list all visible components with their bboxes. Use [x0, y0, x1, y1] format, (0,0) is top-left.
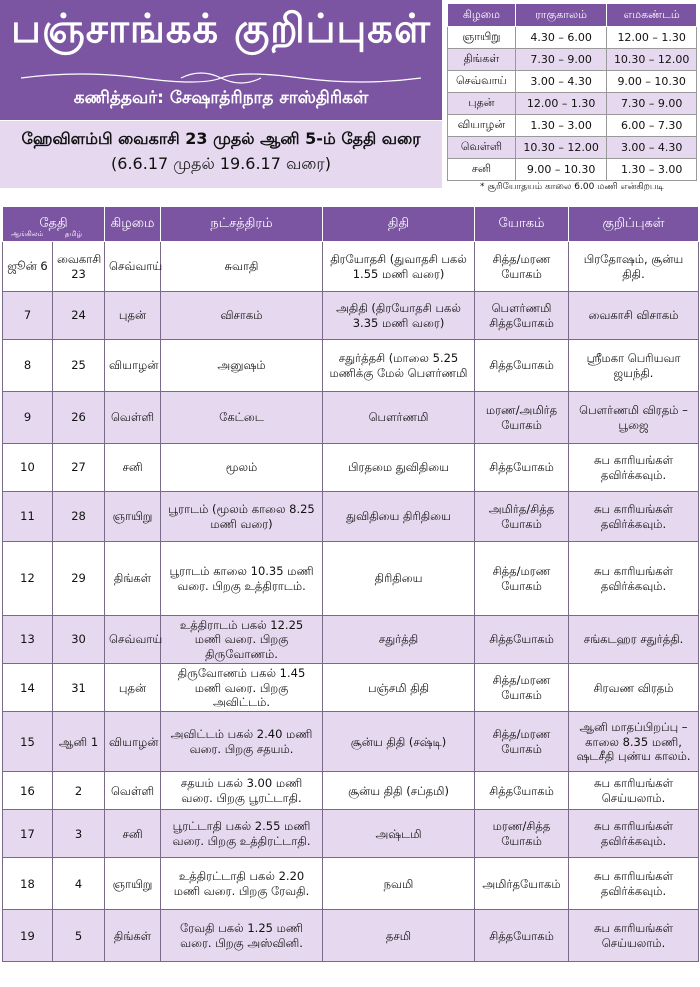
cell-ta: வைகாசி 23 — [53, 242, 105, 292]
rahu-cell-day: திங்கள் — [448, 49, 516, 71]
cell-ta: 24 — [53, 292, 105, 340]
table-row — [3, 242, 699, 292]
cell-yogam: பௌர்ணமி சித்தயோகம் — [475, 292, 569, 340]
cell-star: உத்திராடம் பகல் 12.25 மணி வரை. பிறகு திருவோணம். — [161, 616, 323, 664]
header-yogam: யோகம் — [475, 207, 569, 242]
cell-yogam: சித்த/மரண யோகம் — [475, 664, 569, 712]
cell-yogam: சித்தயோகம் — [475, 340, 569, 392]
rahu-header-rahu: ராகுகாலம் — [515, 4, 607, 27]
cell-day: வியாழன் — [105, 340, 161, 392]
cell-yogam: சித்த/மரண யோகம் — [475, 242, 569, 292]
cell-ta: 30 — [53, 616, 105, 664]
cell-day: வெள்ளி — [105, 772, 161, 810]
cell-star: பூராடம் (மூலம் காலை 8.25 மணி வரை) — [161, 492, 323, 542]
table-row — [3, 444, 699, 492]
cell-day: திங்கள் — [105, 910, 161, 962]
cell-ta: 29 — [53, 542, 105, 616]
cell-star: மூலம் — [161, 444, 323, 492]
table-row — [3, 772, 699, 810]
header-date-tamil: தமிழ் — [64, 230, 83, 238]
cell-star: அனுஷம் — [161, 340, 323, 392]
rahu-cell-yema: 9.00 – 10.30 — [607, 71, 697, 93]
cell-en: ஜூன் 6 — [3, 242, 53, 292]
cell-day: ஞாயிறு — [105, 492, 161, 542]
cell-thithi: நவமி — [323, 858, 475, 910]
cell-notes: ஆனி மாதப்பிறப்பு – காலை 8.35 மணி, ஷடசீதி புண்ய காலம். — [569, 712, 699, 772]
cell-yogam: சித்தயோகம் — [475, 444, 569, 492]
rahu-row — [448, 137, 697, 159]
rahu-row — [448, 49, 697, 71]
rahu-cell-rahu: 3.00 – 4.30 — [515, 71, 607, 93]
rahu-cell-yema: 12.00 – 1.30 — [607, 27, 697, 49]
cell-thithi: சதுர்த்தி — [323, 616, 475, 664]
cell-yogam: அமிர்த/சித்த யோகம் — [475, 492, 569, 542]
cell-yogam: சித்தயோகம் — [475, 910, 569, 962]
table-row — [3, 616, 699, 664]
cell-thithi: தசமி — [323, 910, 475, 962]
cell-star: கேட்டை — [161, 392, 323, 444]
cell-thithi: சூன்ய திதி (சஷ்டி) — [323, 712, 475, 772]
date-range-tamil: ஹேவிளம்பி வைகாசி 23 முதல் ஆனி 5-ம் தேதி வரை — [21, 129, 421, 148]
cell-yogam: சித்த/மரண யோகம் — [475, 542, 569, 616]
cell-en: 14 — [3, 664, 53, 712]
rahu-cell-rahu: 10.30 – 12.00 — [515, 137, 607, 159]
rahu-row — [448, 159, 697, 181]
cell-thithi: சூன்ய திதி (சப்தமி) — [323, 772, 475, 810]
cell-en: 16 — [3, 772, 53, 810]
cell-thithi: அஷ்டமி — [323, 810, 475, 858]
cell-day: சனி — [105, 444, 161, 492]
cell-ta: 5 — [53, 910, 105, 962]
table-row — [3, 292, 699, 340]
rahu-cell-day: செவ்வாய் — [448, 71, 516, 93]
cell-day: செவ்வாய் — [105, 616, 161, 664]
cell-star: ரேவதி பகல் 1.25 மணி வரை. பிறகு அஸ்வினி. — [161, 910, 323, 962]
rahu-cell-yema: 10.30 – 12.00 — [607, 49, 697, 71]
cell-ta: 3 — [53, 810, 105, 858]
cell-star: திருவோணம் பகல் 1.45 மணி வரை. பிறகு அவிட்டம். — [161, 664, 323, 712]
rahu-cell-rahu: 12.00 – 1.30 — [515, 93, 607, 115]
cell-notes: சிரவண விரதம் — [569, 664, 699, 712]
title-banner — [0, 0, 442, 120]
rahu-cell-yema: 1.30 – 3.00 — [607, 159, 697, 181]
cell-en: 11 — [3, 492, 53, 542]
cell-day: ஞாயிறு — [105, 858, 161, 910]
cell-en: 19 — [3, 910, 53, 962]
cell-en: 17 — [3, 810, 53, 858]
table-row — [3, 664, 699, 712]
cell-day: புதன் — [105, 664, 161, 712]
table-row — [3, 492, 699, 542]
rahu-row — [448, 27, 697, 49]
rahu-cell-rahu: 1.30 – 3.00 — [515, 115, 607, 137]
rahu-cell-day: புதன் — [448, 93, 516, 115]
cell-day: சனி — [105, 810, 161, 858]
cell-yogam: அமிர்தயோகம் — [475, 858, 569, 910]
cell-ta: 4 — [53, 858, 105, 910]
rahu-cell-rahu: 9.00 – 10.30 — [515, 159, 607, 181]
cell-day: வெள்ளி — [105, 392, 161, 444]
cell-thithi: திரிதியை — [323, 542, 475, 616]
cell-en: 10 — [3, 444, 53, 492]
cell-ta: 27 — [53, 444, 105, 492]
rahu-cell-yema: 7.30 – 9.00 — [607, 93, 697, 115]
cell-en: 13 — [3, 616, 53, 664]
sunrise-note: * சூரியோதயம் காலை 6.00 மணி என்கிறபடி — [480, 182, 664, 192]
table-row — [3, 858, 699, 910]
cell-notes: பௌர்ணமி விரதம் – பூஜை — [569, 392, 699, 444]
cell-notes: சுப காரியங்கள் தவிர்க்கவும். — [569, 858, 699, 910]
rahu-row — [448, 93, 697, 115]
cell-thithi: சதுர்த்தசி (மாலை 5.25 மணிக்கு மேல் பௌர்ணமி — [323, 340, 475, 392]
cell-yogam: மரண/சித்த யோகம் — [475, 810, 569, 858]
header-date: தேதி ஆங்கிலம் தமிழ் — [3, 207, 105, 242]
cell-thithi: திரயோதசி (துவாதசி பகல் 1.55 மணி வரை) — [323, 242, 475, 292]
cell-notes: வைகாசி விசாகம் — [569, 292, 699, 340]
cell-en: 18 — [3, 858, 53, 910]
cell-day: புதன் — [105, 292, 161, 340]
ornament-divider — [21, 70, 421, 86]
cell-notes: பிரதோஷம், சூன்ய திதி. — [569, 242, 699, 292]
cell-thithi: பௌர்ணமி — [323, 392, 475, 444]
rahu-kalam-table — [447, 3, 697, 181]
rahu-cell-rahu: 4.30 – 6.00 — [515, 27, 607, 49]
rahu-header-day: கிழமை — [448, 4, 516, 27]
cell-notes: சுப காரியங்கள் தவிர்க்கவும். — [569, 492, 699, 542]
cell-star: அவிட்டம் பகல் 2.40 மணி வரை. பிறகு சதயம். — [161, 712, 323, 772]
header-thithi: திதி — [323, 207, 475, 242]
header-notes: குறிப்புகள் — [569, 207, 699, 242]
date-range-box — [0, 121, 442, 188]
rahu-cell-day: வியாழன் — [448, 115, 516, 137]
cell-ta: 28 — [53, 492, 105, 542]
rahu-cell-rahu: 7.30 – 9.00 — [515, 49, 607, 71]
cell-day: திங்கள் — [105, 542, 161, 616]
cell-notes: சுப காரியங்கள் தவிர்க்கவும். — [569, 810, 699, 858]
table-row — [3, 910, 699, 962]
page-title: பஞ்சாங்கக் குறிப்புகள் — [11, 6, 431, 52]
rahu-row — [448, 115, 697, 137]
rahu-cell-day: ஞாயிறு — [448, 27, 516, 49]
rahu-cell-yema: 3.00 – 4.30 — [607, 137, 697, 159]
cell-star: விசாகம் — [161, 292, 323, 340]
cell-star: சதயம் பகல் 3.00 மணி வரை. பிறகு பூரட்டாதி. — [161, 772, 323, 810]
cell-en: 7 — [3, 292, 53, 340]
cell-day: வியாழன் — [105, 712, 161, 772]
table-row — [3, 340, 699, 392]
cell-notes: சுப காரியங்கள் தவிர்க்கவும். — [569, 444, 699, 492]
table-row — [3, 712, 699, 772]
cell-en: 8 — [3, 340, 53, 392]
cell-yogam: சித்தயோகம் — [475, 772, 569, 810]
cell-yogam: சித்த/மரண யோகம் — [475, 712, 569, 772]
cell-star: சுவாதி — [161, 242, 323, 292]
cell-thithi: பிரதமை துவிதியை — [323, 444, 475, 492]
cell-star: உத்திரட்டாதி பகல் 2.20 மணி வரை. பிறகு ரேவதி. — [161, 858, 323, 910]
cell-en: 12 — [3, 542, 53, 616]
rahu-cell-day: சனி — [448, 159, 516, 181]
cell-ta: 25 — [53, 340, 105, 392]
rahu-row — [448, 71, 697, 93]
cell-ta: 26 — [53, 392, 105, 444]
cell-notes: சுப காரியங்கள் செய்யலாம். — [569, 910, 699, 962]
cell-en: 9 — [3, 392, 53, 444]
header-section — [0, 0, 700, 190]
cell-notes: சங்கடஹர சதுர்த்தி. — [569, 616, 699, 664]
cell-day: செவ்வாய் — [105, 242, 161, 292]
cell-star: பூராடம் காலை 10.35 மணி வரை. பிறகு உத்திராடம். — [161, 542, 323, 616]
cell-ta: 31 — [53, 664, 105, 712]
header-date-english: ஆங்கிலம் — [11, 230, 44, 238]
table-row — [3, 542, 699, 616]
cell-notes: சுப காரியங்கள் செய்யலாம். — [569, 772, 699, 810]
rahu-cell-yema: 6.00 – 7.30 — [607, 115, 697, 137]
cell-en: 15 — [3, 712, 53, 772]
cell-ta: 2 — [53, 772, 105, 810]
rahu-cell-day: வெள்ளி — [448, 137, 516, 159]
date-range-english: (6.6.17 முதல் 19.6.17 வரை) — [111, 154, 331, 173]
cell-thithi: துவிதியை திரிதியை — [323, 492, 475, 542]
cell-notes: ஸ்ரீமகா பெரியவா ஜயந்தி. — [569, 340, 699, 392]
cell-star: பூரட்டாதி பகல் 2.55 மணி வரை. பிறகு உத்திரட்டாதி. — [161, 810, 323, 858]
cell-yogam: மரண/அமிர்த யோகம் — [475, 392, 569, 444]
panchangam-table — [2, 206, 699, 962]
author-line: கணித்தவர்: சேஷாத்ரிநாத சாஸ்திரிகள் — [73, 88, 369, 108]
header-day: கிழமை — [105, 207, 161, 242]
cell-yogam: சித்தயோகம் — [475, 616, 569, 664]
cell-thithi: பஞ்சமி திதி — [323, 664, 475, 712]
table-row — [3, 810, 699, 858]
cell-thithi: அதிதி (திரயோதசி பகல் 3.35 மணி வரை) — [323, 292, 475, 340]
rahu-header-yema: எமகண்டம் — [607, 4, 697, 27]
cell-ta: ஆனி 1 — [53, 712, 105, 772]
table-row — [3, 392, 699, 444]
cell-notes: சுப காரியங்கள் தவிர்க்கவும். — [569, 542, 699, 616]
header-star: நட்சத்திரம் — [161, 207, 323, 242]
